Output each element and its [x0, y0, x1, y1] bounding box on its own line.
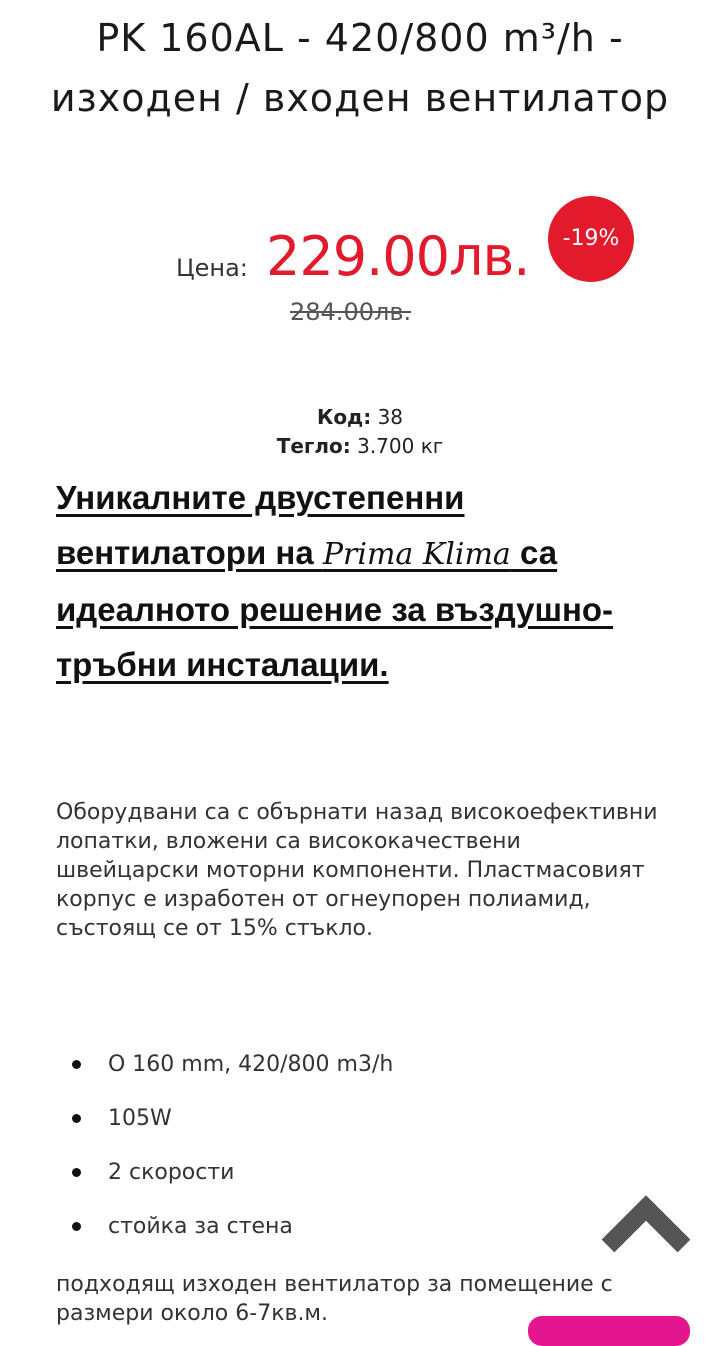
headline-text-2: са идеалното решение за въздушно-тръбни инсталации. — [56, 534, 614, 683]
spec-text: О 160 mm, 420/800 m3/h — [108, 1052, 394, 1077]
spec-list — [56, 1040, 393, 1256]
spec-text: стойка за стена — [108, 1214, 293, 1239]
spec-item — [56, 1148, 393, 1202]
product-code-label: Код: — [316, 405, 372, 429]
bullet-icon — [72, 1114, 81, 1123]
spec-item — [56, 1040, 393, 1094]
spec-text: 2 скорости — [108, 1160, 235, 1185]
bullet-icon — [72, 1222, 81, 1231]
spec-text: 105W — [108, 1106, 172, 1131]
brand-name: Prima Klima — [322, 537, 511, 572]
product-weight-label: Тегло: — [276, 434, 351, 458]
old-price: 284.00лв. — [290, 298, 412, 326]
product-weight-value: 3.700 кг — [357, 434, 444, 458]
product-description: Оборудвани са с обърнати назад високоефективни лопатки, вложени са висококачествени швейцарски моторни компоненти. Пластмасовият корпус е изработен от огнеупорен полиамид, състоящ се от 15% стъкло. — [56, 800, 658, 941]
product-title: PK 160AL - 420/800 m³/h - изходен / входен вентилатор — [50, 16, 670, 120]
current-price: 229.00лв. — [266, 225, 530, 288]
spec-item — [56, 1202, 393, 1256]
headline-text-1: Уникалните двустепенни вентилатори на — [56, 479, 465, 571]
bullet-icon — [72, 1060, 81, 1069]
scroll-to-top-button[interactable] — [600, 1194, 692, 1258]
product-headline — [56, 470, 676, 692]
price-label: Цена: — [176, 254, 248, 282]
discount-badge: -19% — [548, 196, 634, 282]
spec-item — [56, 1094, 393, 1148]
product-code-value: 38 — [377, 405, 404, 429]
product-code — [0, 405, 720, 429]
cart-button[interactable] — [528, 1316, 690, 1346]
chevron-up-icon — [600, 1194, 692, 1258]
room-size-note: подходящ изходен вентилатор за помещение с размери около 6-7кв.м. — [56, 1272, 613, 1326]
bullet-icon — [72, 1168, 81, 1177]
product-weight — [0, 434, 720, 458]
